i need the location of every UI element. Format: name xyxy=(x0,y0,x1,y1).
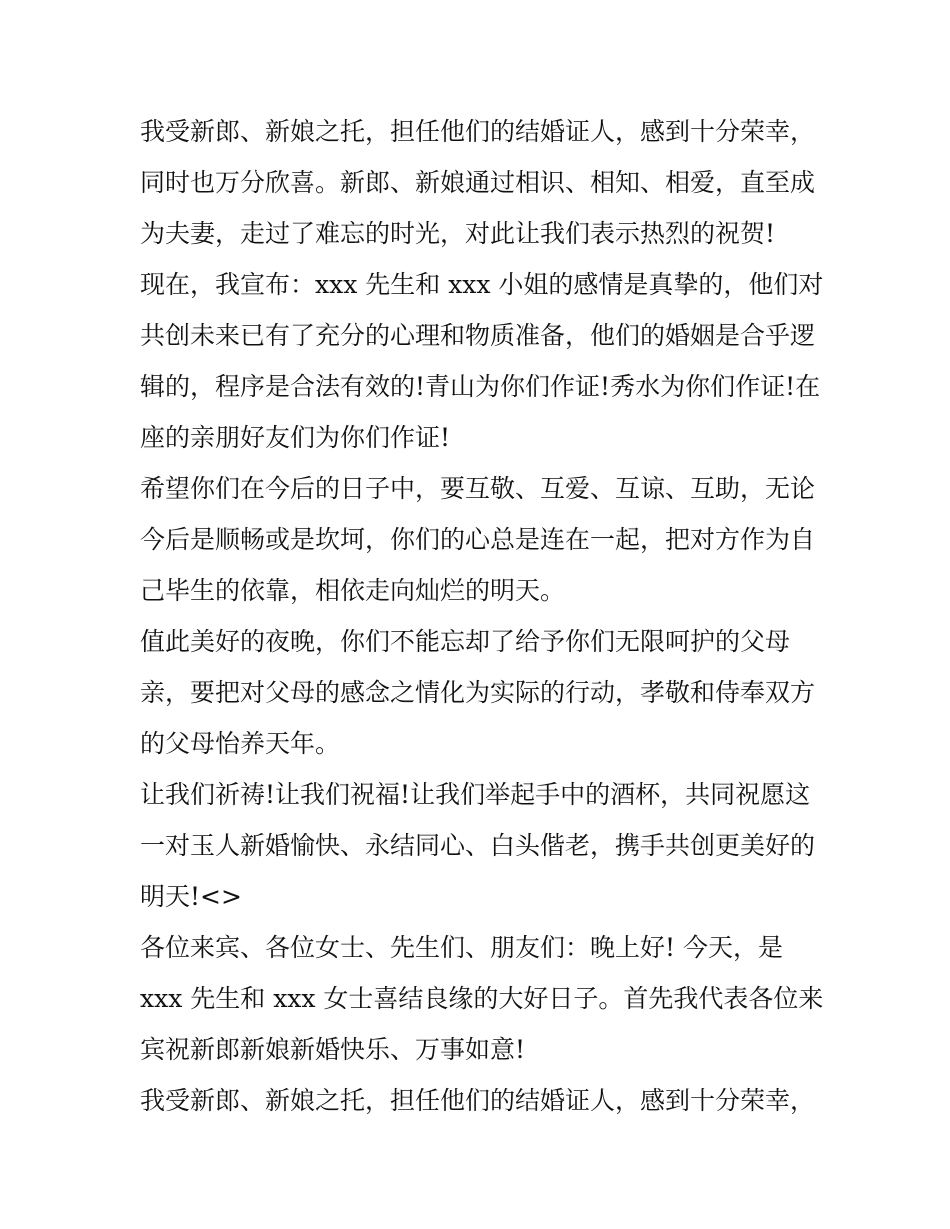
text-line: 辑的，程序是合法有效的!青山为你们作证!秀水为你们作证!在 xyxy=(140,372,821,401)
text-line: 同时也万分欣喜。新郎、新娘通过相识、相知、相爱，直至成 xyxy=(140,168,816,197)
text-line: 现在，我宣布：xxx 先生和 xxx 小姐的感情是真挚的，他们对 xyxy=(140,270,824,299)
text-line: 各位来宾、各位女士、先生们、朋友们：晚上好! 今天，是 xyxy=(140,933,783,962)
text-line: 希望你们在今后的日子中，要互敬、互爱、互谅、互助，无论 xyxy=(140,474,816,503)
text-line: 己毕生的依靠，相依走向灿烂的明天。 xyxy=(140,576,566,605)
text-line: 让我们祈祷!让我们祝福!让我们举起手中的酒杯，共同祝愿这 xyxy=(140,780,811,809)
text-line: 的父母怡养天年。 xyxy=(140,729,341,758)
text-line: 我受新郎、新娘之托，担任他们的结婚证人，感到十分荣幸， xyxy=(140,1086,816,1115)
text-line: 为夫妻，走过了难忘的时光，对此让我们表示热烈的祝贺! xyxy=(140,219,776,248)
text-line: xxx 先生和 xxx 女士喜结良缘的大好日子。首先我代表各位来 xyxy=(140,984,824,1013)
document-body xyxy=(140,106,830,1126)
text-line: 亲，要把对父母的感念之情化为实际的行动，孝敬和侍奉双方 xyxy=(140,678,816,707)
text-line: 我受新郎、新娘之托，担任他们的结婚证人，感到十分荣幸， xyxy=(140,117,816,146)
text-line: 今后是顺畅或是坎坷，你们的心总是连在一起，把对方作为自 xyxy=(140,525,816,554)
text-line: 值此美好的夜晚，你们不能忘却了给予你们无限呵护的父母 xyxy=(140,627,791,656)
text-line: 共创未来已有了充分的心理和物质准备，他们的婚姻是合乎逻 xyxy=(140,321,816,350)
text-line: 座的亲朋好友们为你们作证! xyxy=(140,423,451,452)
text-line: 宾祝新郎新娘新婚快乐、万事如意! xyxy=(140,1035,526,1064)
text-line: 一对玉人新婚愉快、永结同心、白头偕老，携手共创更美好的 xyxy=(140,831,816,860)
text-line: 明天!<> xyxy=(140,882,242,911)
